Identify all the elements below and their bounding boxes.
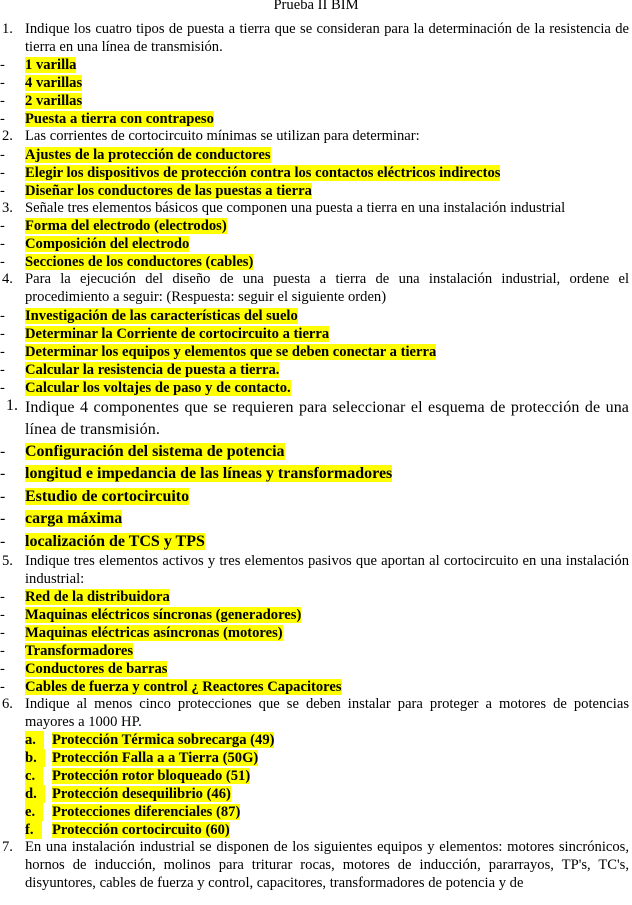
question-5 xyxy=(0,553,632,696)
answer-list xyxy=(0,307,629,397)
answer-item: - Red de la distribuidora xyxy=(0,589,170,606)
question-text: Indique los cuatro tipos de puesta a tierra que se consideran para la determinación de la resistencia de tierra en una línea de transmisión. xyxy=(25,21,629,55)
answer-item: - Investigación de las características del suelo xyxy=(0,307,298,324)
question-1b xyxy=(0,397,632,554)
question-text: Indique tres elementos activos y tres elementos pasivos que aportan al cortocircuito en una instalación industrial: xyxy=(25,553,629,587)
answer-item: f. Protección cortocircuito (60) xyxy=(25,822,230,839)
question-text: Indique al menos cinco protecciones que se deben instalar para proteger a motores de potencias mayores a 1000 HP. xyxy=(25,696,629,730)
question-3 xyxy=(0,200,632,272)
answer-item: c. Protección rotor bloqueado (51) xyxy=(25,768,251,785)
question-2 xyxy=(0,128,632,200)
question-text: En una instalación industrial se disponen de los siguientes equipos y elementos: motores sincrónicos, hornos de inducción, molinos para triturar rocas, motores de inducción, pararrayos, TP's, TC's, disyuntores, cables de fuerza y control, capacitores, transformadores de potencia y de xyxy=(25,839,629,891)
answer-item: - Configuración del sistema de potencia xyxy=(0,442,285,460)
question-text: Indique 4 componentes que se requieren para seleccionar el esquema de protección de una línea de transmisión. xyxy=(25,398,629,438)
answer-item: - 4 varillas xyxy=(0,75,83,92)
answer-item: - Puesta a tierra con contrapeso xyxy=(0,111,214,128)
question-4 xyxy=(0,271,632,396)
question-number: 1. xyxy=(2,21,13,37)
answer-item: b. Protección Falla a a Tierra (50G) xyxy=(25,750,259,767)
question-number: 5. xyxy=(2,553,13,570)
answer-item: - Calcular los voltajes de paso y de contacto. xyxy=(0,379,291,396)
answer-item: - Determinar la Corriente de cortocircuito a tierra xyxy=(0,325,330,342)
answer-list xyxy=(0,56,629,128)
answer-item: - Elegir los dispositivos de protección contra los contactos eléctricos indirectos xyxy=(0,164,501,181)
answer-item: - Diseñar los conductores de las puestas a tierra xyxy=(0,182,312,199)
answer-item: - localización de TCS y TPS xyxy=(0,532,205,550)
answer-item: - Composición del electrodo xyxy=(0,236,190,253)
question-6 xyxy=(0,696,632,839)
answer-item: - 1 varilla xyxy=(0,57,77,74)
answer-item: - Cables de fuerza y control ¿ Reactores Capacitores xyxy=(0,679,342,696)
answer-list xyxy=(25,731,629,839)
answer-item: a. Protección Térmica sobrecarga (49) xyxy=(25,732,275,749)
answer-item: - Transformadores xyxy=(0,643,134,660)
question-number: 6. xyxy=(2,696,13,713)
answer-item: - Determinar los equipos y elementos que se deben conectar a tierra xyxy=(0,343,437,360)
answer-item: - longitud e impedancia de las líneas y transformadores xyxy=(0,465,393,483)
question-number: 3. xyxy=(2,199,13,216)
answer-item: e. Protecciones diferenciales (87) xyxy=(25,804,241,821)
question-number: 2. xyxy=(2,128,13,145)
answer-item: - Maquinas eléctricas asíncronas (motores) xyxy=(0,625,283,642)
question-7 xyxy=(0,839,632,892)
question-number: 7. xyxy=(2,839,13,856)
question-text: Las corrientes de cortocircuito mínimas se utilizan para determinar: xyxy=(25,128,420,145)
answer-list xyxy=(0,441,629,554)
answer-item: - Maquinas eléctricos síncronas (generadores) xyxy=(0,607,302,624)
answer-list xyxy=(0,217,629,271)
answer-item: - Secciones de los conductores (cables) xyxy=(0,254,254,271)
answer-item: - Calcular la resistencia de puesta a tierra. xyxy=(0,361,280,378)
document-title: Prueba II BIM xyxy=(273,0,359,13)
answer-item: - carga máxima xyxy=(0,510,123,528)
answer-item: - Forma del electrodo (electrodos) xyxy=(0,218,227,235)
answer-item: - Ajustes de la protección de conductores xyxy=(0,146,271,163)
answer-item: - 2 varillas xyxy=(0,93,83,110)
answer-item: d. Protección desequilibrio (46) xyxy=(25,786,231,803)
answer-list xyxy=(0,588,629,696)
question-number: 4. xyxy=(2,271,13,288)
answer-item: - Estudio de cortocircuito xyxy=(0,487,190,505)
question-text: Señale tres elementos básicos que componen una puesta a tierra en una instalación industrial xyxy=(25,199,566,216)
question-1 xyxy=(0,21,632,128)
question-number: 1. xyxy=(6,396,18,414)
answer-list xyxy=(0,146,629,200)
answer-item: - Conductores de barras xyxy=(0,661,168,678)
question-text: Para la ejecución del diseño de una puesta a tierra de una instalación industrial, ordene el procedimiento a seguir: (Respuesta: seguir el siguiente orden) xyxy=(25,271,629,305)
